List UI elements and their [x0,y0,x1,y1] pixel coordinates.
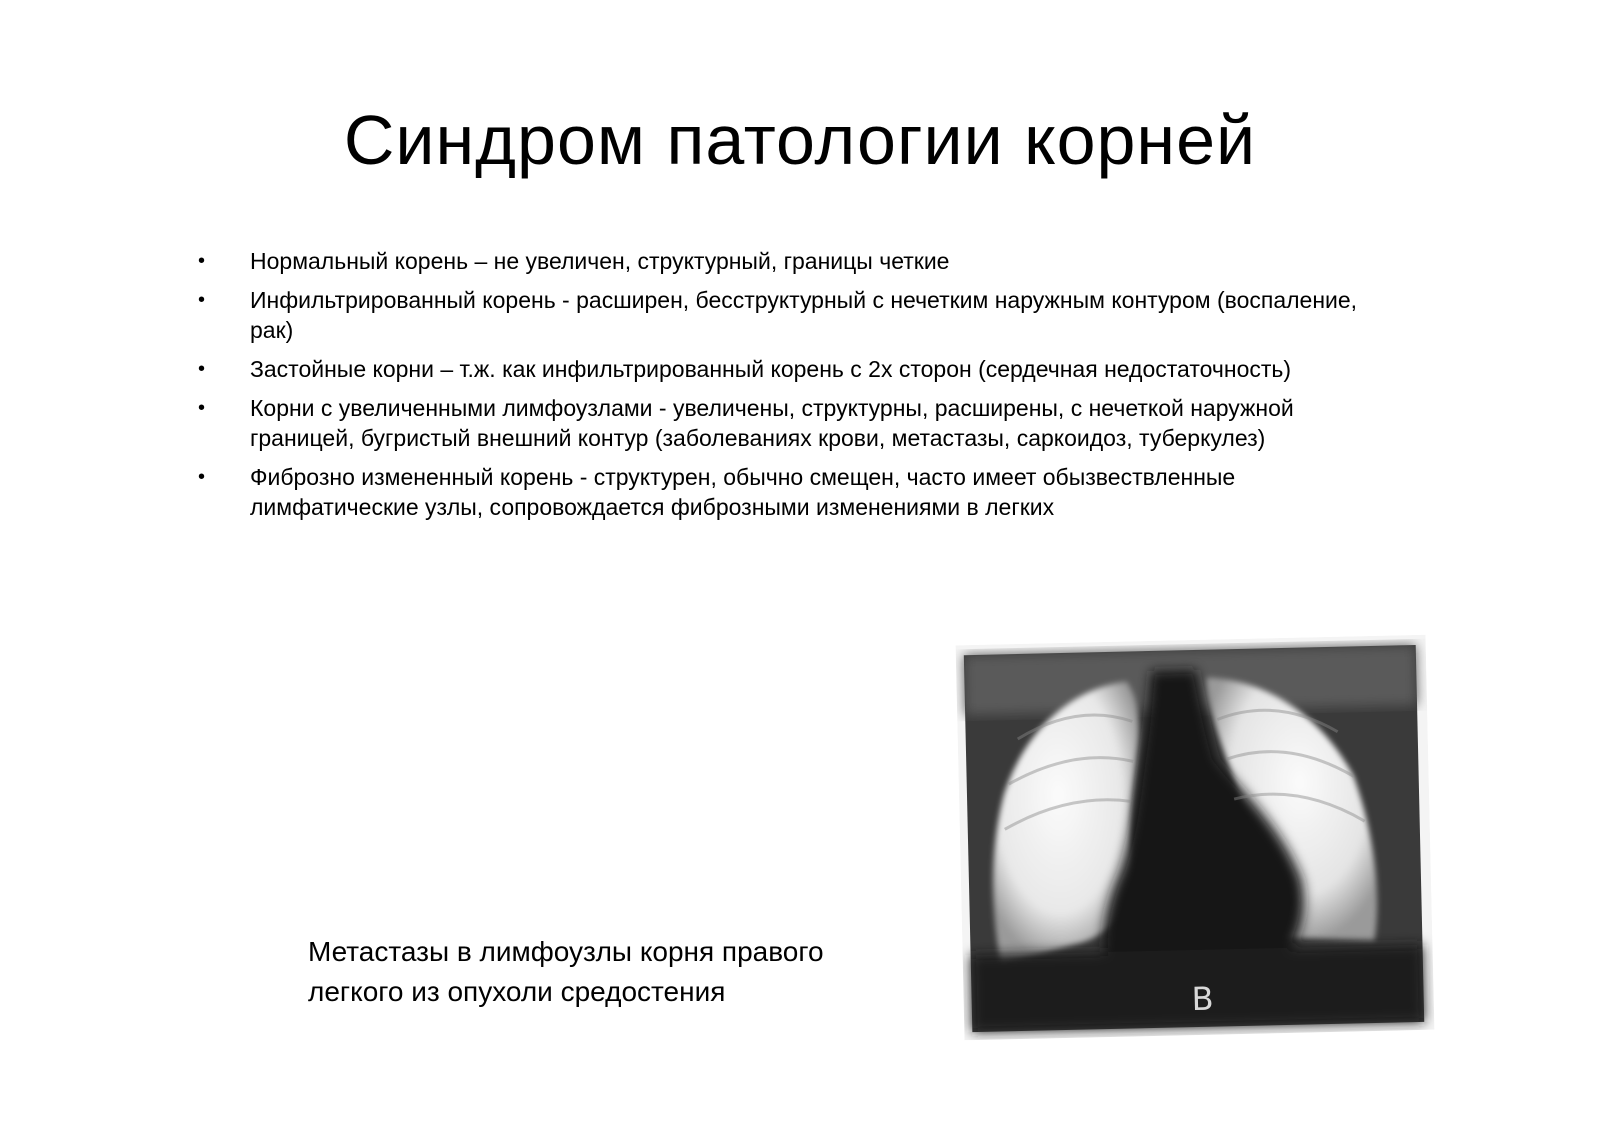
bullet-icon: • [198,289,206,311]
bullet-item [198,354,1398,384]
bullet-text: Инфильтрированный корень - расширен, бесструктурный с нечетким наружным контуром (воспаление, рак) [250,287,1358,343]
image-caption [308,932,908,1012]
bullet-list [198,246,1398,531]
bullet-item [198,246,1398,276]
image-label: B [1191,979,1215,1019]
bullet-icon: • [198,466,206,488]
bullet-item [198,393,1398,453]
chest-xray-image [956,635,1435,1041]
bullet-icon: • [198,358,206,380]
bullet-icon: • [198,250,206,272]
bullet-icon: • [198,397,206,419]
bullet-item [198,462,1398,522]
bullet-item [198,285,1398,345]
caption-line: легкого из опухоли средостения [308,976,726,1007]
bullet-text: Фиброзно измененный корень - структурен, обычно смещен, часто имеет обызвествленные лимфатические узлы, сопровождается фиброзными изменениями в легких [250,464,1236,520]
bullet-text: Корни с увеличенными лимфоузлами - увеличены, структурны, расширены, с нечеткой наружной границей, бугристый внешний контур (заболеваниях крови, метастазы, саркоидоз, туберкулез) [250,395,1294,451]
caption-line: Метастазы в лимфоузлы корня правого [308,936,824,967]
bullet-text: Застойные корни – т.ж. как инфильтрированный корень с 2х сторон (сердечная недостаточность) [250,356,1292,382]
bullet-text: Нормальный корень – не увеличен, структурный, границы четкие [250,248,950,274]
slide-title: Синдром патологии корней [343,101,1257,179]
